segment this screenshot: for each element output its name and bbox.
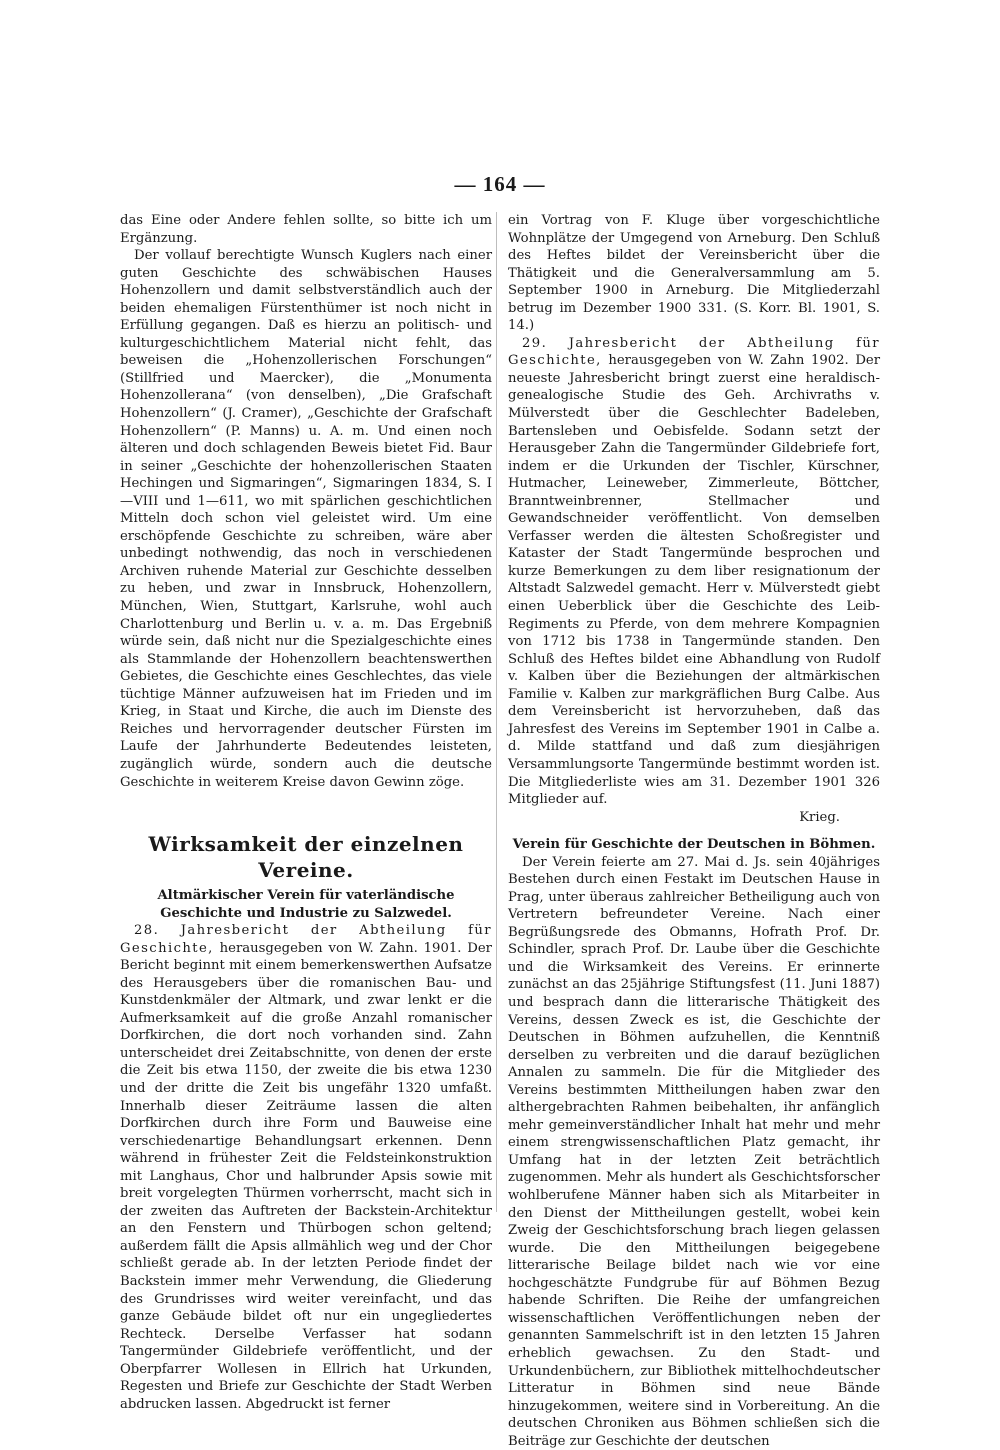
left-paragraph-1: das Eine oder Andere fehlen sollte, so bitte ich um Ergänzung.: [120, 213, 492, 246]
report-text-28: herausgegeben von W. Zahn. 1901. Der Bericht beginnt mit einem bemerkenswerthen Aufsatze des Herausgebers über die romanischen Bau- und Kunstdenkmäler der Altmark, und zwar lenkt er die Aufmerksamkeit auf die große Anzahl romanischer Dorfkirchen, die dort noch vorhanden sind. Zahn unterscheidet drei Zeitabschnitte, von denen der erste die Zeit bis etwa 1150, der zweite die bis etwa 1230 und der dritte die Zeit bis ungefähr 1320 umfaßt. Innerhalb dieser Zeiträume lassen die alten Dorfkirchen durch ihre Form und Bauweise eine verschiedenartige Behandlungsart erkennen. Denn während in frühester Zeit die Feldsteinkonstruktion mit Langhaus, Chor und halbrunder Apsis sowie mit breit vorgelegten Thürmen vorherrscht, macht sich in der zweiten das Auftreten der Backstein-Architektur an den Fenstern und Thürbogen schon geltend; außerdem fällt die Apsis allmählich weg und der Chor schließt gerade ab. In der letzten Periode findet der Backstein immer mehr Verwendung, die Gliederung des Grundrisses wird weiter vereinfacht, und das ganze Gebäude bildet oft nur ein ungegliedertes Rechteck. Derselbe Verfasser hat sodann Tangermünder Gildebriefe veröffentlicht, und der Oberpfarrer Wollesen in Ellrich hat Urkunden, Regesten und Briefe zur Geschichte der Stadt Werben abdrucken lassen. Abgedruckt ist ferner: [120, 940, 492, 1412]
section-title: Wirksamkeit der einzelnen Vereine.: [148, 832, 464, 883]
right-paragraph-1: ein Vortrag von F. Kluge über vorgeschichtliche Wohnplätze der Umgegend von Arneburg. Den Schluß des Heftes bildet der Vereinsbericht über die Thätigkeit und die Generalversammlung am 5. September 1900 in Arneburg. Die Mitgliederzahl betrug im Dezember 1900 331. (S. Korr. Bl. 1901, S. 14.): [508, 213, 880, 334]
right-paragraph-3: Der Verein feierte am 27. Mai d. Js. sein 40jähriges Bestehen durch einen Festakt im Deutschen Hause in Prag, unter überaus zahlreicher Betheiligung auch von Vertretern befreundeter Vereine. Nach einer Begrüßungsrede des Obmanns, Hofrath Prof. Dr. Schindler, sprach Prof. Dr. Laube über die Geschichte und die Wirksamkeit des Vereins. Er erinnerte zunächst an das 25jährige Stiftungsfest (11. Juni 1887) und besprach dann die litterarische Thätigkeit des Vereins, dessen Zweck es ist, die Geschichte der Deutschen in Böhmen aufzuhellen, die Kenntniß derselben zu verbreiten und die darauf bezüglichen Annalen zu sammeln. Die für die Mitglieder des Vereins bestimmten Mittheilungen haben zwar den althergebrachten Rahmen beibehalten, ihr anfänglich mehr gemeinverständlicher Inhalt hat mehr und mehr einem strengwissenschaftlichen Platz gemacht, ihr Umfang hat in der letzten Zeit beträchtlich zugenommen. Mehr als hundert als Geschichtsforscher wohlberufene Männer haben sich als Mitarbeiter in den Dienst der Mittheilungen gestellt, wobei kein Zweig der Geschichtsforschung brach liegen gelassen wurde. Die den Mittheilungen beigegebene litterarische Beilage bildet nach wie vor eine hochgeschätzte Fundgrube für auf Böhmen Bezug habende Schriften. Die Reihe der umfangreichen wissenschaftlichen Veröffentlichungen neben der genannten Sammelschrift ist in den letzten 15 Jahren erheblich gewachsen. Zu den Stadt- und Urkundenbüchern, zur Bibliothek mittelhochdeutscher Litteratur in Böhmen sind neue Bände hinzugekommen, weitere sind in Vorbereitung. An die deutschen Chroniken aus Böhmen schließen sich die Beiträge zur Geschichte der deutschen: [508, 854, 880, 1449]
author-signature: Krieg.: [799, 809, 840, 825]
page-number: — 164 —: [454, 172, 546, 196]
right-paragraph-2: [508, 335, 880, 809]
left-column: [120, 212, 492, 1413]
report-heading-28: 28. Jahresbericht der Abtheilung für Geschichte,: [120, 923, 492, 956]
left-paragraph-3: [120, 922, 492, 1413]
left-paragraph-2: Der vollauf berechtigte Wunsch Kuglers nach einer guten Geschichte des schwäbischen Hauses Hohenzollern und damit selbstverständlich auch der beiden ehemaligen Fürstenthümer ist noch nicht in Erfüllung gegangen. Daß es hierzu an politisch- und kulturgeschichtlichem Material nicht fehlt, das beweisen die „Hohenzollerischen Forschungen“ (Stillfried und Maercker), die „Monumenta Hohenzollerana“ (von denselben), „Die Grafschaft Hohenzollern“ (J. Cramer), „Geschichte der Grafschaft Hohenzollern“ (P. Manns) u. A. m. Und einen noch älteren und doch schlagenden Beweis bietet Fid. Baur in seiner „Geschichte der hohenzollerischen Staaten Hechingen und Sigmaringen“, Sigmaringen 1834, S. I—VIII und 1—611, wo mit spärlichen geschichtlichen Mitteln doch schon viel geleistet wird. Um eine erschöpfende Geschichte zu schreiben, wäre aber unbedingt nothwendig, das noch in verschiedenen Archiven ruhende Material zur Geschichte desselben zu heben, und zwar in Innsbruck, Hohenzollern, München, Wien, Stuttgart, Karlsruhe, wohl auch Charlottenburg und Berlin u. v. a. m. Das Ergebniß würde sein, daß nicht nur die Spezialgeschichte eines als Stammlande der Hohenzollern beachtenswerthen Gebietes, die Geschichte eines Geschlechtes, das viele tüchtige Männer aufzuweisen hat im Frieden und im Krieg, in Staat und Kirche, die auch im Dienste des Reiches und hervorragender deutscher Fürsten im Laufe der Jahrhunderte Bedeutendes leisteten, zugänglich würde, sondern auch die deutsche Geschichte in weiterem Kreise davon Gewinn zöge.: [120, 248, 492, 790]
society-heading-boehmen: Verein für Geschichte der Deutschen in Böhmen.: [512, 837, 876, 853]
report-heading-29: 29. Jahresbericht der Abtheilung für Geschichte,: [508, 335, 880, 369]
society-heading-altmark: Altmärkischer Verein für vaterländische Geschichte und Industrie zu Salzwedel.: [157, 888, 455, 921]
right-column: [508, 212, 880, 1450]
column-divider: [496, 212, 497, 1212]
report-text-29: herausgegeben von W. Zahn 1902. Der neueste Jahresbericht bringt zuerst eine heraldisch-genealogische Studie des Geh. Archivraths v. Mülverstedt über die Geschlechter Badeleben, Bartensleben und Oebisfelde. Sodann setzt der Herausgeber Zahn die Tangermünder Gildebriefe fort, indem er die Urkunden der Tischler, Kürschner, Hutmacher, Leineweber, Zimmerleute, Böttcher, Branntweinbrenner, Stellmacher und Gewandschneider veröffentlicht. Von demselben Verfasser werden die ältesten Schoßregister und Kataster der Stadt Tangermünde besprochen und kurze Bemerkungen zu dem liber resignationum der Altstadt Salzwedel gemacht. Herr v. Mülverstedt giebt einen Ueberblick über die Geschichte des Leib-Regiments zu Pferde, von dem mehrere Kompagnien von 1712 bis 1738 in Tangermünde standen. Den Schluß des Heftes bildet eine Abhandlung von Rudolf v. Kalben über die Beziehungen der altmärkischen Familie v. Kalben zur markgräflichen Burg Calbe. Aus dem Vereinsbericht ist hervorzuheben, daß das Jahresfest des Vereins im September 1901 in Calbe a. d. Milde stattfand und daß zum diesjährigen Versammlungsorte Tangermünde bestimmt worden ist. Die Mitgliederliste wies am 31. Dezember 1901 326 Mitglieder auf.: [508, 353, 880, 808]
